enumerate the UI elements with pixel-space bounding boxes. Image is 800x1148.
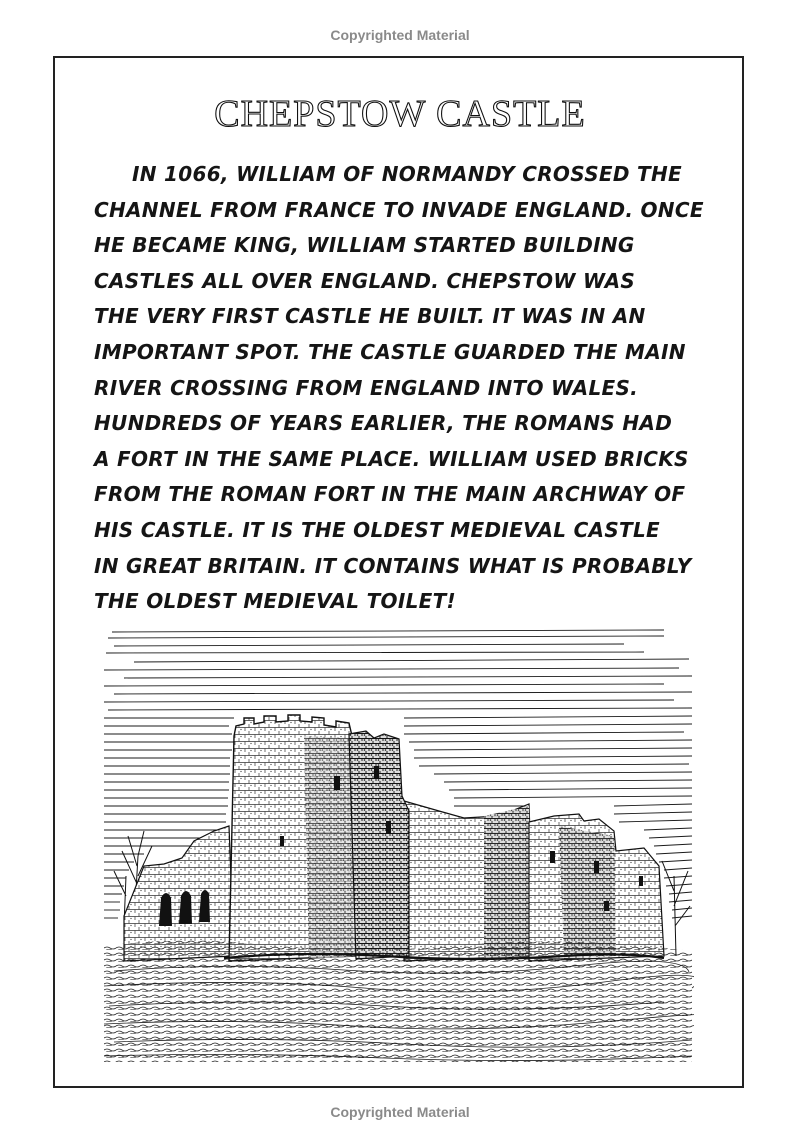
- body-line: THE OLDEST MEDIEVAL TOILET!: [94, 589, 456, 614]
- body-line: HUNDREDS OF YEARS EARLIER, THE ROMANS HAD: [94, 411, 673, 436]
- body-line: IN 1066, WILLIAM OF NORMANDY CROSSED THE: [132, 162, 682, 186]
- body-line: CASTLES ALL OVER ENGLAND. CHEPSTOW WAS: [94, 268, 636, 293]
- castle-illustration: [104, 626, 694, 1062]
- right-tower-shadow: [559, 826, 616, 959]
- copyright-watermark-top: Copyrighted Material: [330, 27, 470, 43]
- copyright-watermark-bottom: Copyrighted Material: [330, 1104, 470, 1120]
- body-line: HIS CASTLE. IT IS THE OLDEST MEDIEVAL CASTLE: [94, 517, 660, 542]
- page-title: CHEPSTOW CASTLE: [214, 93, 586, 135]
- body-line: HE BECAME KING, WILLIAM STARTED BUILDING: [94, 233, 635, 258]
- body-line: THE VERY FIRST CASTLE HE BUILT. IT WAS IN AN: [94, 304, 646, 329]
- body-line: RIVER CROSSING FROM ENGLAND INTO WALES.: [94, 375, 639, 400]
- gatehouse-keep: [349, 731, 409, 959]
- body-paragraph: [94, 157, 714, 620]
- body-line: FROM THE ROMAN FORT IN THE MAIN ARCHWAY OF: [94, 482, 686, 507]
- body-line: IMPORTANT SPOT. THE CASTLE GUARDED THE MAIN: [94, 339, 686, 364]
- left-ruin-arches: [159, 890, 210, 926]
- right-curtain-shadow: [484, 806, 532, 958]
- body-line: IN GREAT BRITAIN. IT CONTAINS WHAT IS PROBABLY: [94, 553, 692, 578]
- body-line: A FORT IN THE SAME PLACE. WILLIAM USED BRICKS: [94, 446, 689, 471]
- body-line: CHANNEL FROM FRANCE TO INVADE ENGLAND. ONCE: [94, 197, 704, 222]
